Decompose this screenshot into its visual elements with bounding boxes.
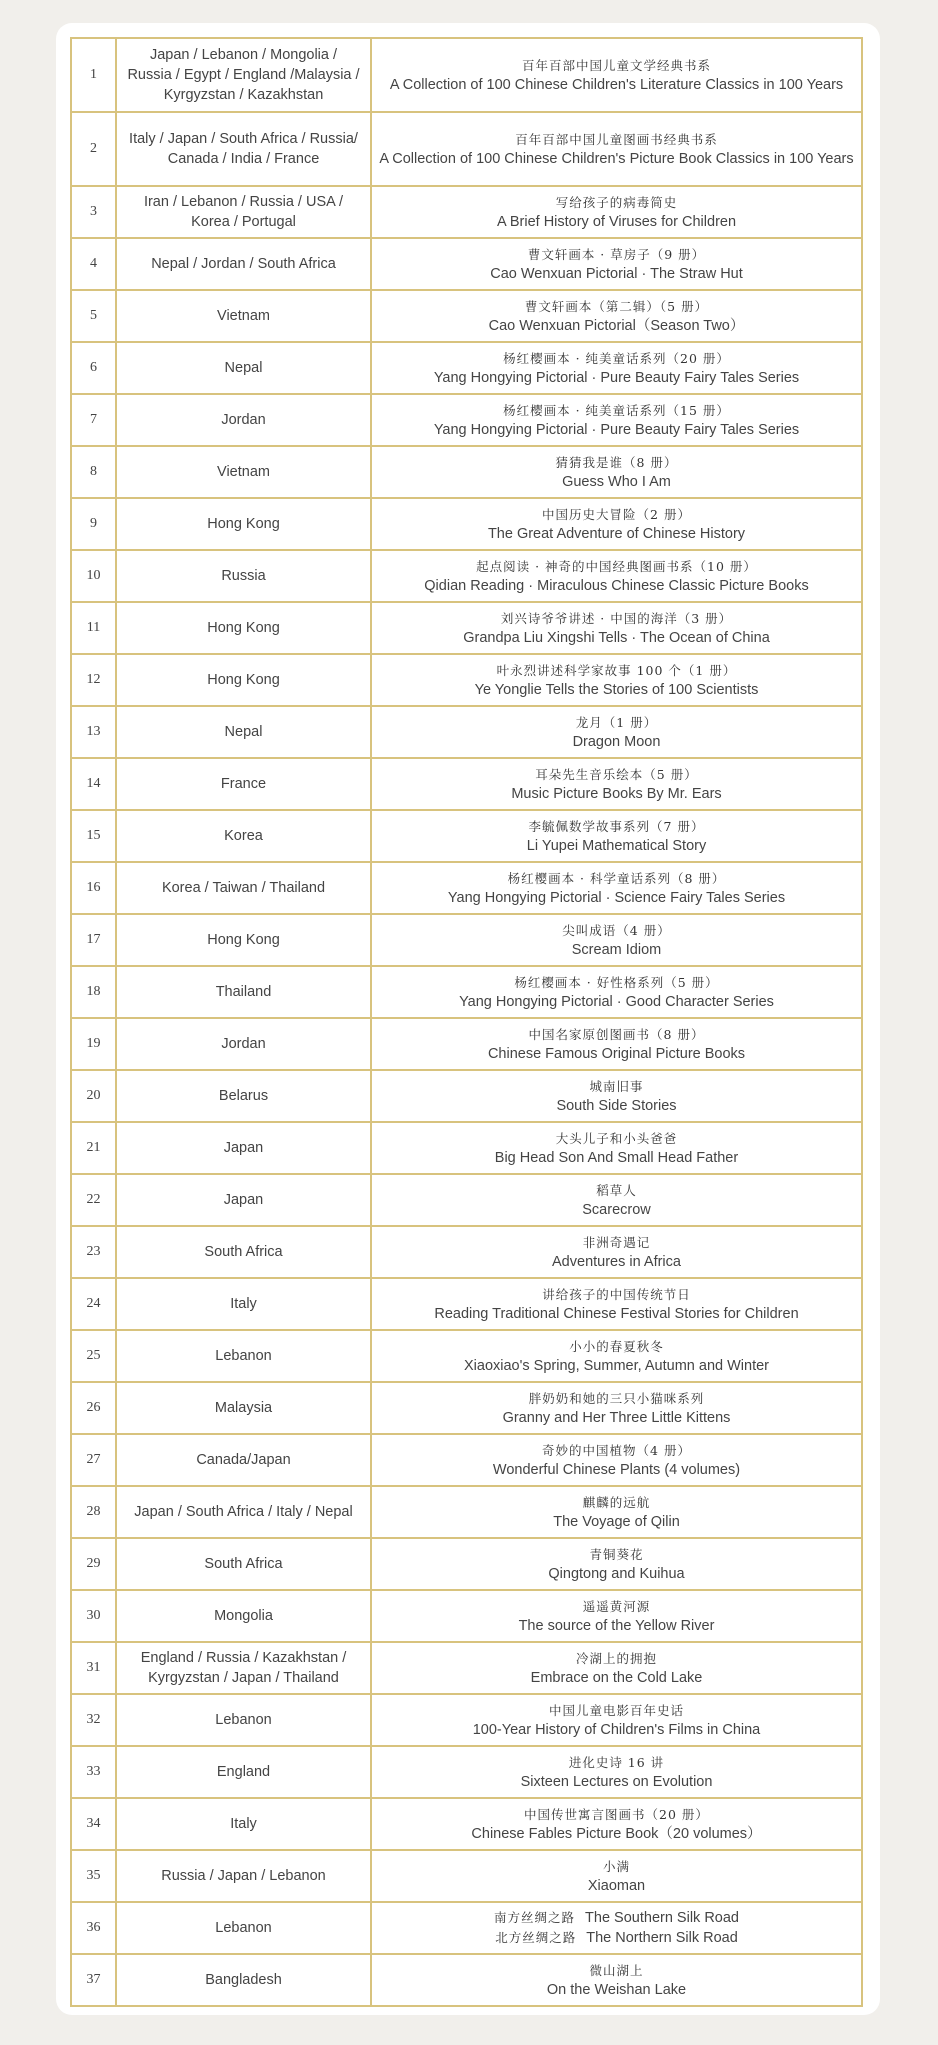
country-line: Iran / Lebanon / Russia / USA / [143,194,344,210]
row-number: 33 [71,1746,116,1798]
row-number: 10 [71,550,116,602]
table-row [71,290,862,342]
title-chinese: 小小的春夏秋冬 [569,1338,664,1354]
table-row [71,1694,862,1746]
title-chinese: 百年百部中国儿童文学经典书系 [521,57,711,73]
book-title-cell [371,810,862,862]
countries-cell [116,1746,371,1798]
title-chinese: 杨红樱画本 · 纯美童话系列（15 册） [503,402,730,418]
country-line: Hong Kong [207,516,280,532]
table-row [71,1486,862,1538]
country-line: Korea [224,828,263,844]
countries-cell [116,706,371,758]
countries-cell [116,862,371,914]
title-chinese: 百年百部中国儿童图画书经典书系 [515,131,718,147]
countries-cell [116,186,371,238]
countries-cell [116,1590,371,1642]
title-chinese: 城南旧事 [589,1078,644,1094]
book-title-cell [371,394,862,446]
row-number: 3 [71,186,116,238]
title-english: A Collection of 100 Chinese Children's Literature Classics in 100 Years [389,76,844,93]
country-line: South Africa [204,1556,283,1572]
title-chinese: 耳朵先生音乐绘本（5 册） [535,766,698,782]
row-number: 20 [71,1070,116,1122]
countries-cell [116,1954,371,2006]
table-row [71,706,862,758]
title-chinese: 微山湖上 [589,1962,644,1978]
book-title-cell [371,1174,862,1226]
title-english: On the Weishan Lake [546,1981,687,1998]
row-number: 4 [71,238,116,290]
row-number: 25 [71,1330,116,1382]
countries-cell [116,1122,371,1174]
countries-cell [116,1798,371,1850]
book-title-cell [371,1538,862,1590]
title-english: Ye Yonglie Tells the Stories of 100 Scientists [474,681,759,698]
country-line: Bangladesh [205,1972,282,1988]
table-row [71,1382,862,1434]
title-english: Embrace on the Cold Lake [530,1669,703,1686]
table-row [71,112,862,186]
countries-cell [116,1278,371,1330]
title-english: A Collection of 100 Chinese Children's Picture Book Classics in 100 Years [379,150,854,167]
row-number: 7 [71,394,116,446]
country-line: Kyrgyzstan / Kazakhstan [163,87,324,103]
table-body [71,38,862,2006]
title-chinese: 起点阅读 · 神奇的中国经典图画书系（10 册） [476,558,757,574]
book-title-cell [371,1330,862,1382]
country-line: Canada/Japan [196,1452,291,1468]
country-line: Russia [221,568,266,584]
title-english: Guess Who I Am [562,473,671,490]
row-number: 15 [71,810,116,862]
country-line: Vietnam [217,308,270,324]
title-english: Adventures in Africa [552,1253,681,1270]
title-chinese: 非洲奇遇记 [582,1234,651,1250]
country-line: Nepal [224,724,263,740]
row-number: 12 [71,654,116,706]
title-english: The Great Adventure of Chinese History [487,525,746,542]
title-english: The Voyage of Qilin [553,1513,680,1530]
title-chinese: 尖叫成语（4 册） [562,922,671,938]
countries-cell [116,1226,371,1278]
title-chinese: 曹文轩画本（第二辑）（5 册） [524,298,709,314]
row-number: 14 [71,758,116,810]
title-chinese: 小满 [602,1858,630,1874]
table-row [71,394,862,446]
title-english: South Side Stories [556,1097,677,1114]
countries-cell [116,1902,371,1954]
table-row [71,1122,862,1174]
row-number: 2 [71,112,116,186]
title-english: Reading Traditional Chinese Festival Stories for Children [434,1305,799,1322]
countries-cell [116,1850,371,1902]
title-chinese: 南方丝绸之路 [494,1910,576,1925]
countries-cell [116,758,371,810]
book-title-cell [371,706,862,758]
title-english: Scarecrow [582,1201,651,1218]
country-line: Korea / Taiwan / Thailand [161,880,326,896]
title-line [375,1928,858,1948]
row-number: 21 [71,1122,116,1174]
title-english: Granny and Her Three Little Kittens [502,1409,731,1426]
countries-cell [116,1694,371,1746]
title-english: Music Picture Books By Mr. Ears [511,785,722,802]
country-line: Hong Kong [207,932,280,948]
title-chinese: 刘兴诗爷爷讲述 · 中国的海洋（3 册） [500,610,733,626]
table-row [71,1434,862,1486]
countries-cell [116,290,371,342]
table-row [71,810,862,862]
row-number: 9 [71,498,116,550]
countries-cell [116,1070,371,1122]
title-english: Big Head Son And Small Head Father [494,1149,739,1166]
book-title-cell [371,186,862,238]
title-chinese: 杨红樱画本 · 纯美童话系列（20 册） [503,350,730,366]
book-title-cell [371,1382,862,1434]
book-title-cell [371,446,862,498]
title-chinese: 叶永烈讲述科学家故事 100 个（1 册） [496,662,737,678]
countries-cell [116,342,371,394]
title-english: A Brief History of Viruses for Children [496,213,737,230]
countries-cell [116,1538,371,1590]
country-line: Thailand [215,984,272,1000]
title-chinese: 曹文轩画本 · 草房子（9 册） [527,246,706,262]
table-row [71,342,862,394]
table-row [71,862,862,914]
country-line: Belarus [218,1088,269,1104]
countries-cell [116,1382,371,1434]
title-chinese: 稻草人 [596,1182,637,1198]
table-row [71,758,862,810]
row-number: 34 [71,1798,116,1850]
country-line: Japan [223,1192,264,1208]
book-title-cell [371,342,862,394]
title-english: Xiaoman [587,1877,646,1894]
table-row [71,602,862,654]
title-chinese: 奇妙的中国植物（4 册） [542,1442,691,1458]
countries-cell [116,1330,371,1382]
table-row [71,1070,862,1122]
row-number: 24 [71,1278,116,1330]
row-number: 23 [71,1226,116,1278]
row-number: 17 [71,914,116,966]
country-line: Russia / Egypt / England /Malaysia / [127,67,360,83]
table-row [71,1538,862,1590]
country-line: Italy / Japan / South Africa / Russia/ [129,131,358,147]
country-line: Japan / South Africa / Italy / Nepal [134,1504,353,1520]
countries-cell [116,446,371,498]
title-chinese: 青铜葵花 [589,1546,644,1562]
title-english: Qidian Reading · Miraculous Chinese Classic Picture Books [424,577,809,594]
rights-table [70,37,863,2007]
book-title-cell [371,1798,862,1850]
title-english: Yang Hongying Pictorial · Good Character Series [459,993,774,1010]
book-title-cell [371,1746,862,1798]
title-chinese: 大头儿子和小头爸爸 [555,1130,678,1146]
title-line [375,1908,858,1928]
book-title-cell [371,758,862,810]
countries-cell [116,1642,371,1694]
title-english: The source of the Yellow River [518,1617,715,1634]
table-row [71,1174,862,1226]
book-title-cell [371,1902,862,1954]
table-row [71,238,862,290]
title-chinese: 麒麟的远航 [582,1494,651,1510]
title-english: Chinese Fables Picture Book（20 volumes） [471,1825,762,1842]
title-chinese: 胖奶奶和她的三只小猫咪系列 [528,1390,705,1406]
row-number: 19 [71,1018,116,1070]
countries-cell [116,1434,371,1486]
country-line: Vietnam [217,464,270,480]
book-title-cell [371,654,862,706]
row-number: 18 [71,966,116,1018]
row-number: 5 [71,290,116,342]
title-english: Dragon Moon [572,733,661,750]
table-row [71,1902,862,1954]
book-title-cell [371,1434,862,1486]
title-english: Chinese Famous Original Picture Books [487,1045,746,1062]
title-chinese: 写给孩子的病毒简史 [555,194,678,210]
book-title-cell [371,38,862,112]
book-title-cell [371,498,862,550]
countries-cell [116,1174,371,1226]
book-title-cell [371,1694,862,1746]
country-line: Japan / Lebanon / Mongolia / [149,47,338,63]
title-english: The Southern Silk Road [585,1910,739,1926]
title-english: Yang Hongying Pictorial · Pure Beauty Fairy Tales Series [433,369,800,386]
table-row [71,498,862,550]
row-number: 28 [71,1486,116,1538]
row-number: 13 [71,706,116,758]
book-title-cell [371,1642,862,1694]
book-title-cell [371,1226,862,1278]
country-line: Korea / Portugal [191,214,296,230]
book-title-cell [371,1122,862,1174]
table-row [71,38,862,112]
table-row [71,1746,862,1798]
title-chinese: 中国传世寓言图画书（20 册） [524,1806,709,1822]
country-line: France [220,776,267,792]
book-title-cell [371,1954,862,2006]
table-row [71,914,862,966]
row-number: 36 [71,1902,116,1954]
book-title-cell [371,914,862,966]
title-chinese: 中国儿童电影百年史话 [548,1702,684,1718]
table-row [71,1226,862,1278]
title-english: Scream Idiom [571,941,662,958]
row-number: 29 [71,1538,116,1590]
title-english: Grandpa Liu Xingshi Tells · The Ocean of China [463,629,770,646]
table-row [71,654,862,706]
title-chinese: 中国历史大冒险（2 册） [542,506,691,522]
title-english: Wonderful Chinese Plants (4 volumes) [492,1461,741,1478]
country-line: Mongolia [214,1608,273,1624]
title-chinese: 冷湖上的拥抱 [575,1650,657,1666]
countries-cell [116,602,371,654]
book-title-cell [371,1850,862,1902]
title-english: Li Yupei Mathematical Story [526,837,707,854]
title-chinese: 猜猜我是谁（8 册） [555,454,678,470]
title-english: The Northern Silk Road [586,1930,738,1946]
book-title-cell [371,238,862,290]
countries-cell [116,238,371,290]
row-number: 16 [71,862,116,914]
countries-cell [116,966,371,1018]
book-title-cell [371,112,862,186]
table-row [71,966,862,1018]
country-line: Italy [230,1816,257,1832]
row-number: 6 [71,342,116,394]
table-row [71,1590,862,1642]
title-english: Xiaoxiao's Spring, Summer, Autumn and Winter [464,1357,769,1374]
book-title-cell [371,602,862,654]
table-row [71,1850,862,1902]
country-line: Kyrgyzstan / Japan / Thailand [148,1670,339,1686]
country-line: Jordan [221,412,266,428]
country-line: Malaysia [214,1400,273,1416]
title-chinese: 中国名家原创图画书（8 册） [528,1026,705,1042]
row-number: 26 [71,1382,116,1434]
country-line: Russia / Japan / Lebanon [161,1868,326,1884]
country-line: Nepal [224,360,263,376]
title-chinese: 李毓佩数学故事系列（7 册） [528,818,705,834]
book-title-cell [371,862,862,914]
book-title-cell [371,1070,862,1122]
table-row [71,1798,862,1850]
book-title-cell [371,1278,862,1330]
country-line: Japan [223,1140,264,1156]
row-number: 8 [71,446,116,498]
table-row [71,186,862,238]
title-chinese: 杨红樱画本 · 科学童话系列（8 册） [507,870,726,886]
country-line: Lebanon [215,1712,272,1728]
book-title-cell [371,290,862,342]
country-line: South Africa [204,1244,283,1260]
row-number: 31 [71,1642,116,1694]
country-line: Nepal / Jordan / South Africa [151,256,336,272]
row-number: 22 [71,1174,116,1226]
title-english: Yang Hongying Pictorial · Science Fairy Tales Series [447,889,786,906]
countries-cell [116,498,371,550]
countries-cell [116,112,371,186]
title-chinese: 龙月（1 册） [575,714,658,730]
title-english: Cao Wenxuan Pictorial · The Straw Hut [490,265,743,282]
table-row [71,1018,862,1070]
row-number: 11 [71,602,116,654]
country-line: Lebanon [215,1920,272,1936]
title-english: Cao Wenxuan Pictorial（Season Two） [488,317,745,334]
title-chinese: 遥遥黄河源 [582,1598,651,1614]
table-row [71,1642,862,1694]
table-row [71,550,862,602]
table-row [71,1954,862,2006]
country-line: Canada / India / France [167,151,320,167]
title-chinese: 杨红樱画本 · 好性格系列（5 册） [514,974,719,990]
country-line: Hong Kong [207,672,280,688]
row-number: 32 [71,1694,116,1746]
title-chinese: 进化史诗 16 讲 [568,1754,665,1770]
title-english: Yang Hongying Pictorial · Pure Beauty Fairy Tales Series [433,421,800,438]
title-english: 100-Year History of Children's Films in China [472,1721,761,1738]
row-number: 37 [71,1954,116,2006]
book-title-cell [371,1590,862,1642]
row-number: 30 [71,1590,116,1642]
book-title-cell [371,1018,862,1070]
title-chinese: 讲给孩子的中国传统节日 [542,1286,691,1302]
title-english: Sixteen Lectures on Evolution [520,1773,713,1790]
book-title-cell [371,550,862,602]
country-line: Hong Kong [207,620,280,636]
countries-cell [116,550,371,602]
table-row [71,1330,862,1382]
countries-cell [116,654,371,706]
countries-cell [116,1018,371,1070]
title-english: Qingtong and Kuihua [548,1565,685,1582]
country-line: Lebanon [215,1348,272,1364]
table-row [71,446,862,498]
title-chinese: 北方丝绸之路 [495,1930,577,1945]
country-line: England [216,1764,271,1780]
countries-cell [116,38,371,112]
country-line: England / Russia / Kazakhstan / [140,1650,347,1666]
country-line: Jordan [221,1036,266,1052]
countries-cell [116,394,371,446]
table-row [71,1278,862,1330]
book-title-cell [371,966,862,1018]
row-number: 27 [71,1434,116,1486]
countries-cell [116,1486,371,1538]
row-number: 35 [71,1850,116,1902]
country-line: Italy [230,1296,257,1312]
book-title-cell [371,1486,862,1538]
countries-cell [116,810,371,862]
row-number: 1 [71,38,116,112]
countries-cell [116,914,371,966]
